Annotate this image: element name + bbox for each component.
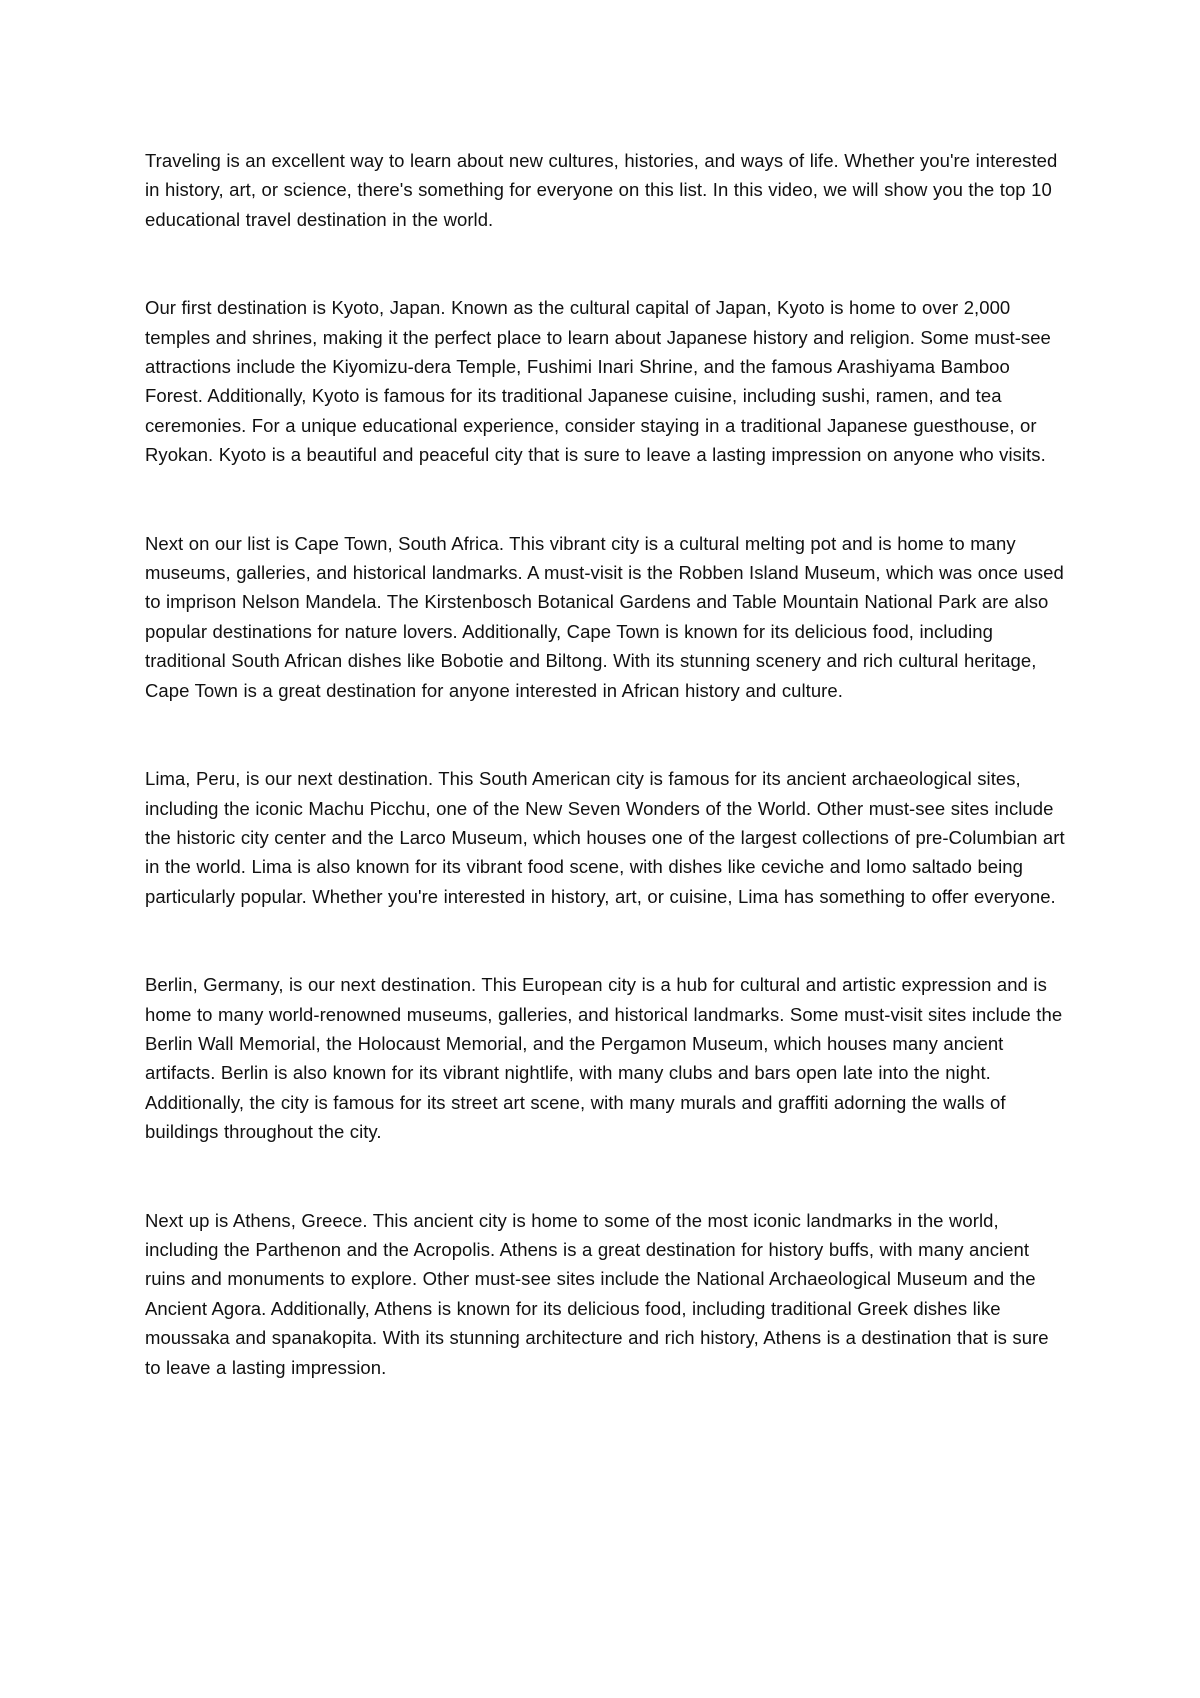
cape-town-paragraph: Next on our list is Cape Town, South Africa. This vibrant city is a cultural melting pot and is home to many museums, galleries, and historical landmarks. A must-visit is the Robben Island Museum, which was once used to imprison Nelson Mandela. The Kirstenbosch Botanical Gardens and Table Mountain National Park are also popular destinations for nature lovers. Additionally, Cape Town is known for its delicious food, including traditional South African dishes like Bobotie and Biltong. With its stunning scenery and rich cultural heritage, Cape Town is a great destination for anyone interested in African history and culture. (145, 532, 1064, 701)
document-body (145, 146, 1065, 1382)
athens-paragraph: Next up is Athens, Greece. This ancient city is home to some of the most iconic landmarks in the world, including the Parthenon and the Acropolis. Athens is a great destination for history buffs, with many ancient ruins and monuments to explore. Other must-see sites include the National Archaeological Museum and the Ancient Agora. Additionally, Athens is known for its delicious food, including traditional Greek dishes like moussaka and spanakopita. With its stunning architecture and rich history, Athens is a destination that is sure to leave a lasting impression. (145, 1209, 1049, 1378)
lima-paragraph: Lima, Peru, is our next destination. This South American city is famous for its ancient archaeological sites, including the iconic Machu Picchu, one of the New Seven Wonders of the World. Other must-see sites include the historic city center and the Larco Museum, which houses one of the largest collections of pre-Columbian art in the world. Lima is also known for its vibrant food scene, with dishes like ceviche and lomo saltado being particularly popular. Whether you're interested in history, art, or cuisine, Lima has something to offer everyone. (145, 768, 1065, 907)
intro-paragraph: Traveling is an excellent way to learn about new cultures, histories, and ways of life. Whether you're interested in history, art, or science, there's something for everyone on this list. In this video, we will show you the top 10 educational travel destination in the world. (145, 150, 1058, 230)
berlin-paragraph: Berlin, Germany, is our next destination. This European city is a hub for cultural and artistic expression and is home to many world-renowned museums, galleries, and historical landmarks. Some must-visit sites include the Berlin Wall Memorial, the Holocaust Memorial, and the Pergamon Museum, which houses many ancient artifacts. Berlin is also known for its vibrant nightlife, with many clubs and bars open late into the night. Additionally, the city is famous for its street art scene, with many murals and graffiti adorning the walls of buildings throughout the city. (145, 974, 1063, 1143)
kyoto-paragraph: Our first destination is Kyoto, Japan. Known as the cultural capital of Japan, Kyoto is home to over 2,000 temples and shrines, making it the perfect place to learn about Japanese history and religion. Some must-see attractions include the Kiyomizu-dera Temple, Fushimi Inari Shrine, and the famous Arashiyama Bamboo Forest. Additionally, Kyoto is famous for its traditional Japanese cuisine, including sushi, ramen, and tea ceremonies. For a unique educational experience, consider staying in a traditional Japanese guesthouse, or Ryokan. Kyoto is a beautiful and peaceful city that is sure to leave a lasting impression on anyone who visits. (145, 297, 1051, 466)
